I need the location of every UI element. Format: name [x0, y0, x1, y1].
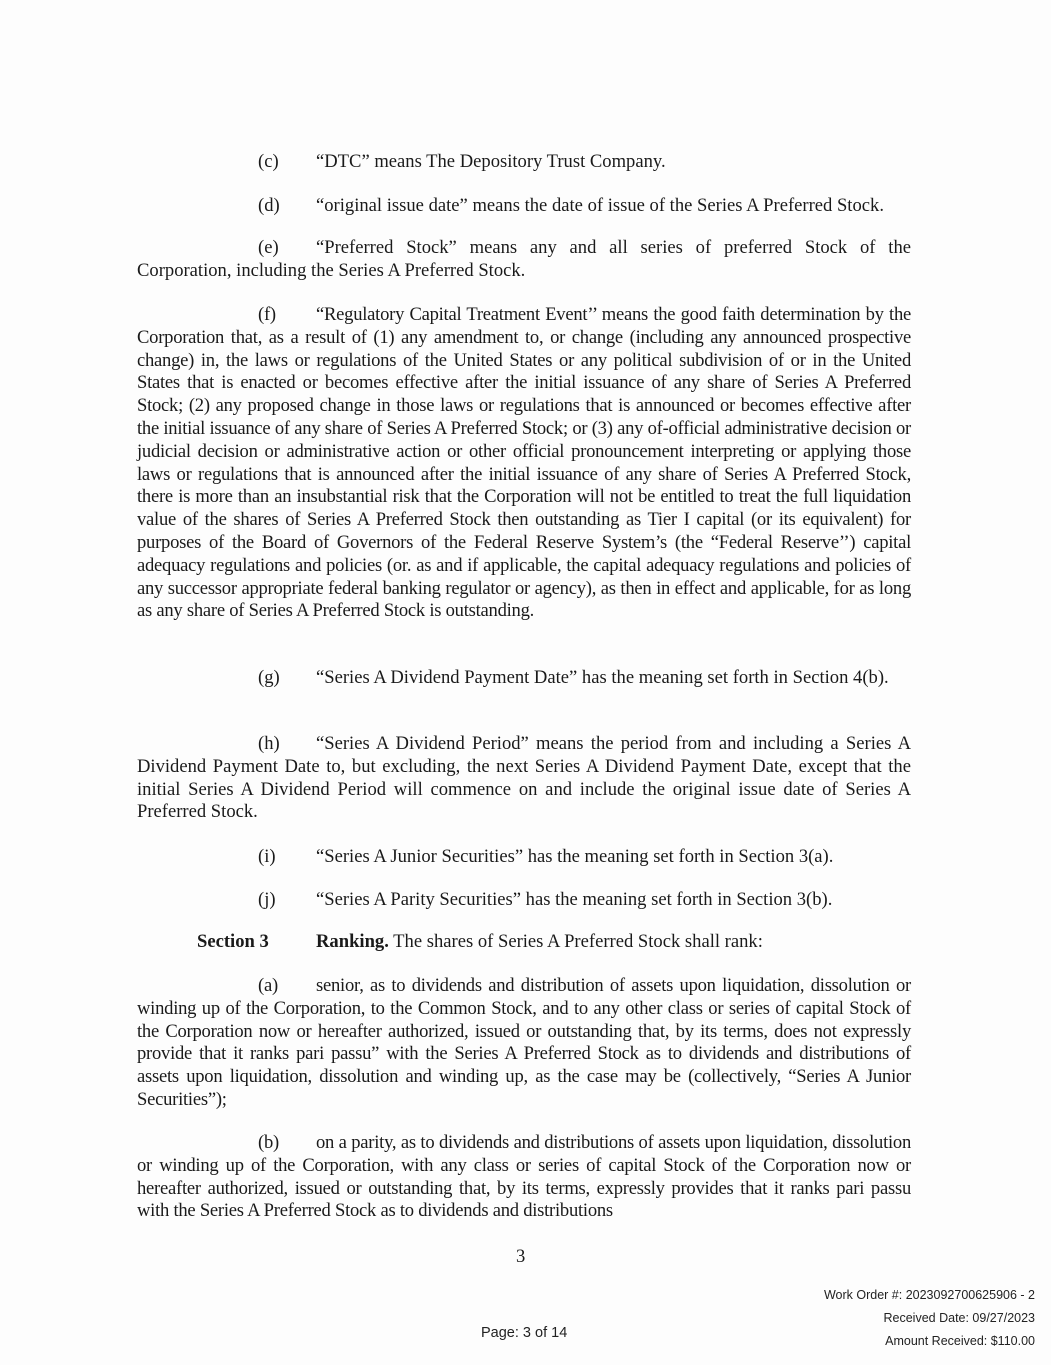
definition-label: (h) [258, 733, 280, 754]
section-3-heading [197, 931, 763, 954]
page-indicator: Page: 3 of 14 [481, 1325, 568, 1341]
definition-g [137, 667, 911, 690]
definition-e [137, 237, 911, 283]
ranking-a [137, 975, 911, 1112]
definition-label: (e) [258, 237, 279, 258]
definition-f [137, 304, 911, 623]
definition-text: “Series A Junior Securities” has the meaning set forth in Section 3(a). [316, 846, 834, 867]
section-intro: The shares of Series A Preferred Stock shall rank: [393, 931, 763, 952]
section-number: Section 3 [197, 931, 269, 952]
definition-text: “original issue date” means the date of issue of the Series A Preferred Stock. [316, 195, 884, 216]
definition-label: (c) [258, 151, 279, 172]
definition-text: “Preferred Stock” means any and all series of preferred Stock of the Corporation, including the Series A Preferred Stock. [137, 237, 911, 281]
ranking-label: (b) [258, 1132, 279, 1153]
ranking-text: on a parity, as to dividends and distributions of assets upon liquidation, dissolution or winding up of the Corporation, with any class or series of capital Stock of the Corporation now or hereafter authorized, issued or outstanding that, by its terms, expressly provides that it ranks pari passu with the Series A Preferred Stock as to dividends and distributions [137, 1132, 911, 1222]
definition-h [137, 733, 911, 824]
work-order-number: Work Order #: 2023092700625906 - 2 [823, 1288, 1035, 1302]
definition-label: (g) [258, 667, 280, 688]
definition-j [258, 889, 832, 912]
ranking-b [137, 1132, 911, 1223]
definition-label: (j) [258, 889, 276, 910]
definition-i [258, 846, 833, 869]
section-title: Ranking. [316, 931, 389, 952]
ranking-text: senior, as to dividends and distribution of assets upon liquidation, dissolution or winding up of the Corporation, to the Common Stock, and to any other class or series of capital Stock of the Corporation now or hereafter authorized, issued or outstanding that, by its terms, does not expressly provide that it ranks pari passu” with the Series A Preferred Stock as to dividends and distributions of assets upon liquidation, dissolution and winding up, as the case may be (collectively, “Series A Junior Securities”); [137, 975, 911, 1110]
definition-text: “Series A Parity Securities” has the meaning set forth in Section 3(b). [316, 889, 833, 910]
definition-d [258, 195, 884, 218]
page-number: 3 [516, 1246, 526, 1267]
definition-label: (d) [258, 195, 280, 216]
definition-text: “Series A Dividend Period” means the period from and including a Series A Dividend Payment Date to, but excluding, the next Series A Dividend Payment Date, except that the initial Series A Dividend Period will commence on and include the original issue date of Series A Preferred Stock. [137, 733, 911, 823]
ranking-label: (a) [258, 975, 278, 996]
definition-label: (i) [258, 846, 276, 867]
definition-text: “Regulatory Capital Treatment Event’’ means the good faith determination by the Corporation that, as a result of (1) any amendment to, or change (including any announced prospective change) in, the laws or regulations of the United States or any political subdivision of or in the United States that is enacted or becomes effective after the initial issuance of any share of Series A Preferred Stock; (2) any proposed change in those laws or regulations that is announced or becomes effective after the initial issuance of any share of Series A Preferred Stock; or (3) any of-official administrative decision or judicial decision or administrative action or other official pronouncement interpreting or applying those laws or regulations that is announced after the initial issuance of any share of Series A Preferred Stock, there is more than an insubstantial risk that the Corporation will not be entitled to treat the full liquidation value of the shares of Series A Preferred Stock then outstanding as Tier I capital (or its equivalent) for purposes of the Board of Governors of the Federal Reserve System’s (the “Federal Reserve’’) capital adequacy regulations and policies (or. as and if applicable, the capital adequacy regulations and policies of any successor appropriate federal banking regulator or agency), as then in effect and applicable, for as long as any share of Series A Preferred Stock is outstanding. [137, 304, 911, 622]
definition-text: “DTC” means The Depository Trust Company. [316, 151, 666, 172]
definition-c [258, 151, 666, 174]
definition-label: (f) [258, 304, 276, 325]
definition-text: “Series A Dividend Payment Date” has the meaning set forth in Section 4(b). [316, 667, 889, 688]
amount-received: Amount Received: $110.00 [885, 1334, 1035, 1348]
received-date: Received Date: 09/27/2023 [883, 1311, 1035, 1325]
